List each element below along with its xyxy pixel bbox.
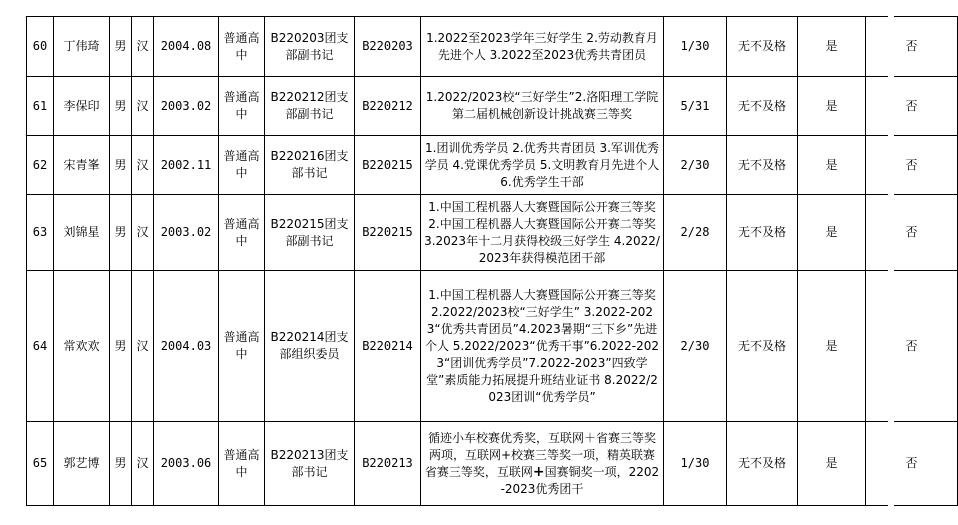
honors: 1.2022至2023学年三好学生 2.劳动教育月先进个人 3.2022至2023优秀共青团员 — [421, 17, 664, 77]
honors-part: 循迹小车校赛优秀奖，互联网＋省赛三等奖两项，互联网+校赛三等奖一项，精英联赛省赛三等奖，互联网 — [424, 430, 656, 479]
eligible: 是 — [798, 271, 866, 422]
row-number: 62 — [27, 136, 54, 195]
student-name: 宋青峯 — [54, 136, 110, 195]
birth-date: 2003.02 — [154, 195, 219, 271]
school-type: 普通高中 — [219, 17, 265, 77]
honors: 1.中国工程机器人大赛暨国际公开赛三等奖 2.中国工程机器人大赛暨国际公开赛二等奖 3.2023年十二月获得校级三好学生 4.2022/2023年获得模范团干部 — [421, 195, 664, 271]
honors: 1.2022/2023校“三好学生”2.洛阳理工学院第二届机械创新设计挑战赛三等奖 — [421, 77, 664, 136]
disciplined: 否 — [866, 422, 958, 506]
disciplined: 否 — [866, 17, 958, 77]
position: B220216团支部书记 — [265, 136, 355, 195]
class-rank: 2/30 — [664, 271, 727, 422]
table-row — [27, 271, 958, 422]
school-type: 普通高中 — [219, 271, 265, 422]
position: B220213团支部书记 — [265, 422, 355, 506]
class-code: B220213 — [355, 422, 421, 506]
ethnicity: 汉 — [132, 136, 154, 195]
class-code: B220214 — [355, 271, 421, 422]
ethnicity: 汉 — [132, 271, 154, 422]
gender: 男 — [110, 17, 132, 77]
honors: 1.团训优秀学员 2.优秀共青团员 3.军训优秀学员 4.党课优秀学员 5.文明教育月先进个人 6.优秀学生干部 — [421, 136, 664, 195]
failed-courses: 无不及格 — [727, 136, 798, 195]
student-name: 李保印 — [54, 77, 110, 136]
ethnicity: 汉 — [132, 17, 154, 77]
student-roster-table — [26, 16, 958, 506]
disciplined: 否 — [866, 136, 958, 195]
student-name: 丁伟琦 — [54, 17, 110, 77]
honors — [421, 422, 664, 506]
table-row — [27, 77, 958, 136]
class-code: B220215 — [355, 136, 421, 195]
position: B220214团支部组织委员 — [265, 271, 355, 422]
gender: 男 — [110, 422, 132, 506]
class-rank: 1/30 — [664, 422, 727, 506]
row-number: 63 — [27, 195, 54, 271]
failed-courses: 无不及格 — [727, 422, 798, 506]
gender: 男 — [110, 77, 132, 136]
disciplined: 否 — [866, 271, 958, 422]
table-row — [27, 136, 958, 195]
position: B220215团支部副书记 — [265, 195, 355, 271]
honors: 1.中国工程机器人大赛暨国际公开赛三等奖 2.2022/2023校“三好学生” 3.2022-2023“优秀共青团员”4.2023暑期“三下乡”先进个人 5.2022/2023“优秀干事”6.2022-2023“团训优秀学员”7.2022-2023”四致学堂”素质能力拓展提升班结业证书 8.2022/2023团训“优秀学员” — [421, 271, 664, 422]
class-code: B220215 — [355, 195, 421, 271]
failed-courses: 无不及格 — [727, 271, 798, 422]
student-name: 郭艺博 — [54, 422, 110, 506]
gender: 男 — [110, 271, 132, 422]
row-number: 64 — [27, 271, 54, 422]
table-row — [27, 422, 958, 506]
class-code: B220203 — [355, 17, 421, 77]
class-code: B220212 — [355, 77, 421, 136]
disciplined: 否 — [866, 77, 958, 136]
school-type: 普通高中 — [219, 422, 265, 506]
birth-date: 2003.06 — [154, 422, 219, 506]
birth-date: 2003.02 — [154, 77, 219, 136]
ethnicity: 汉 — [132, 77, 154, 136]
table-row — [27, 195, 958, 271]
disciplined: 否 — [866, 195, 958, 271]
school-type: 普通高中 — [219, 136, 265, 195]
page-edge — [888, 0, 894, 525]
plus-sign: + — [532, 463, 545, 480]
ethnicity: 汉 — [132, 422, 154, 506]
eligible: 是 — [798, 195, 866, 271]
failed-courses: 无不及格 — [727, 77, 798, 136]
position: B220203团支部副书记 — [265, 17, 355, 77]
student-name: 常欢欢 — [54, 271, 110, 422]
school-type: 普通高中 — [219, 77, 265, 136]
student-name: 刘锦星 — [54, 195, 110, 271]
ethnicity: 汉 — [132, 195, 154, 271]
honors-part: 国赛铜奖一项，2202-2023优秀团干 — [500, 464, 660, 496]
birth-date: 2002.11 — [154, 136, 219, 195]
failed-courses: 无不及格 — [727, 17, 798, 77]
position: B220212团支部副书记 — [265, 77, 355, 136]
row-number: 65 — [27, 422, 54, 506]
school-type: 普通高中 — [219, 195, 265, 271]
class-rank: 1/30 — [664, 17, 727, 77]
row-number: 60 — [27, 17, 54, 77]
gender: 男 — [110, 136, 132, 195]
class-rank: 2/28 — [664, 195, 727, 271]
row-number: 61 — [27, 77, 54, 136]
eligible: 是 — [798, 422, 866, 506]
failed-courses: 无不及格 — [727, 195, 798, 271]
eligible: 是 — [798, 77, 866, 136]
birth-date: 2004.03 — [154, 271, 219, 422]
gender: 男 — [110, 195, 132, 271]
birth-date: 2004.08 — [154, 17, 219, 77]
class-rank: 5/31 — [664, 77, 727, 136]
class-rank: 2/30 — [664, 136, 727, 195]
table-row — [27, 17, 958, 77]
eligible: 是 — [798, 136, 866, 195]
eligible: 是 — [798, 17, 866, 77]
